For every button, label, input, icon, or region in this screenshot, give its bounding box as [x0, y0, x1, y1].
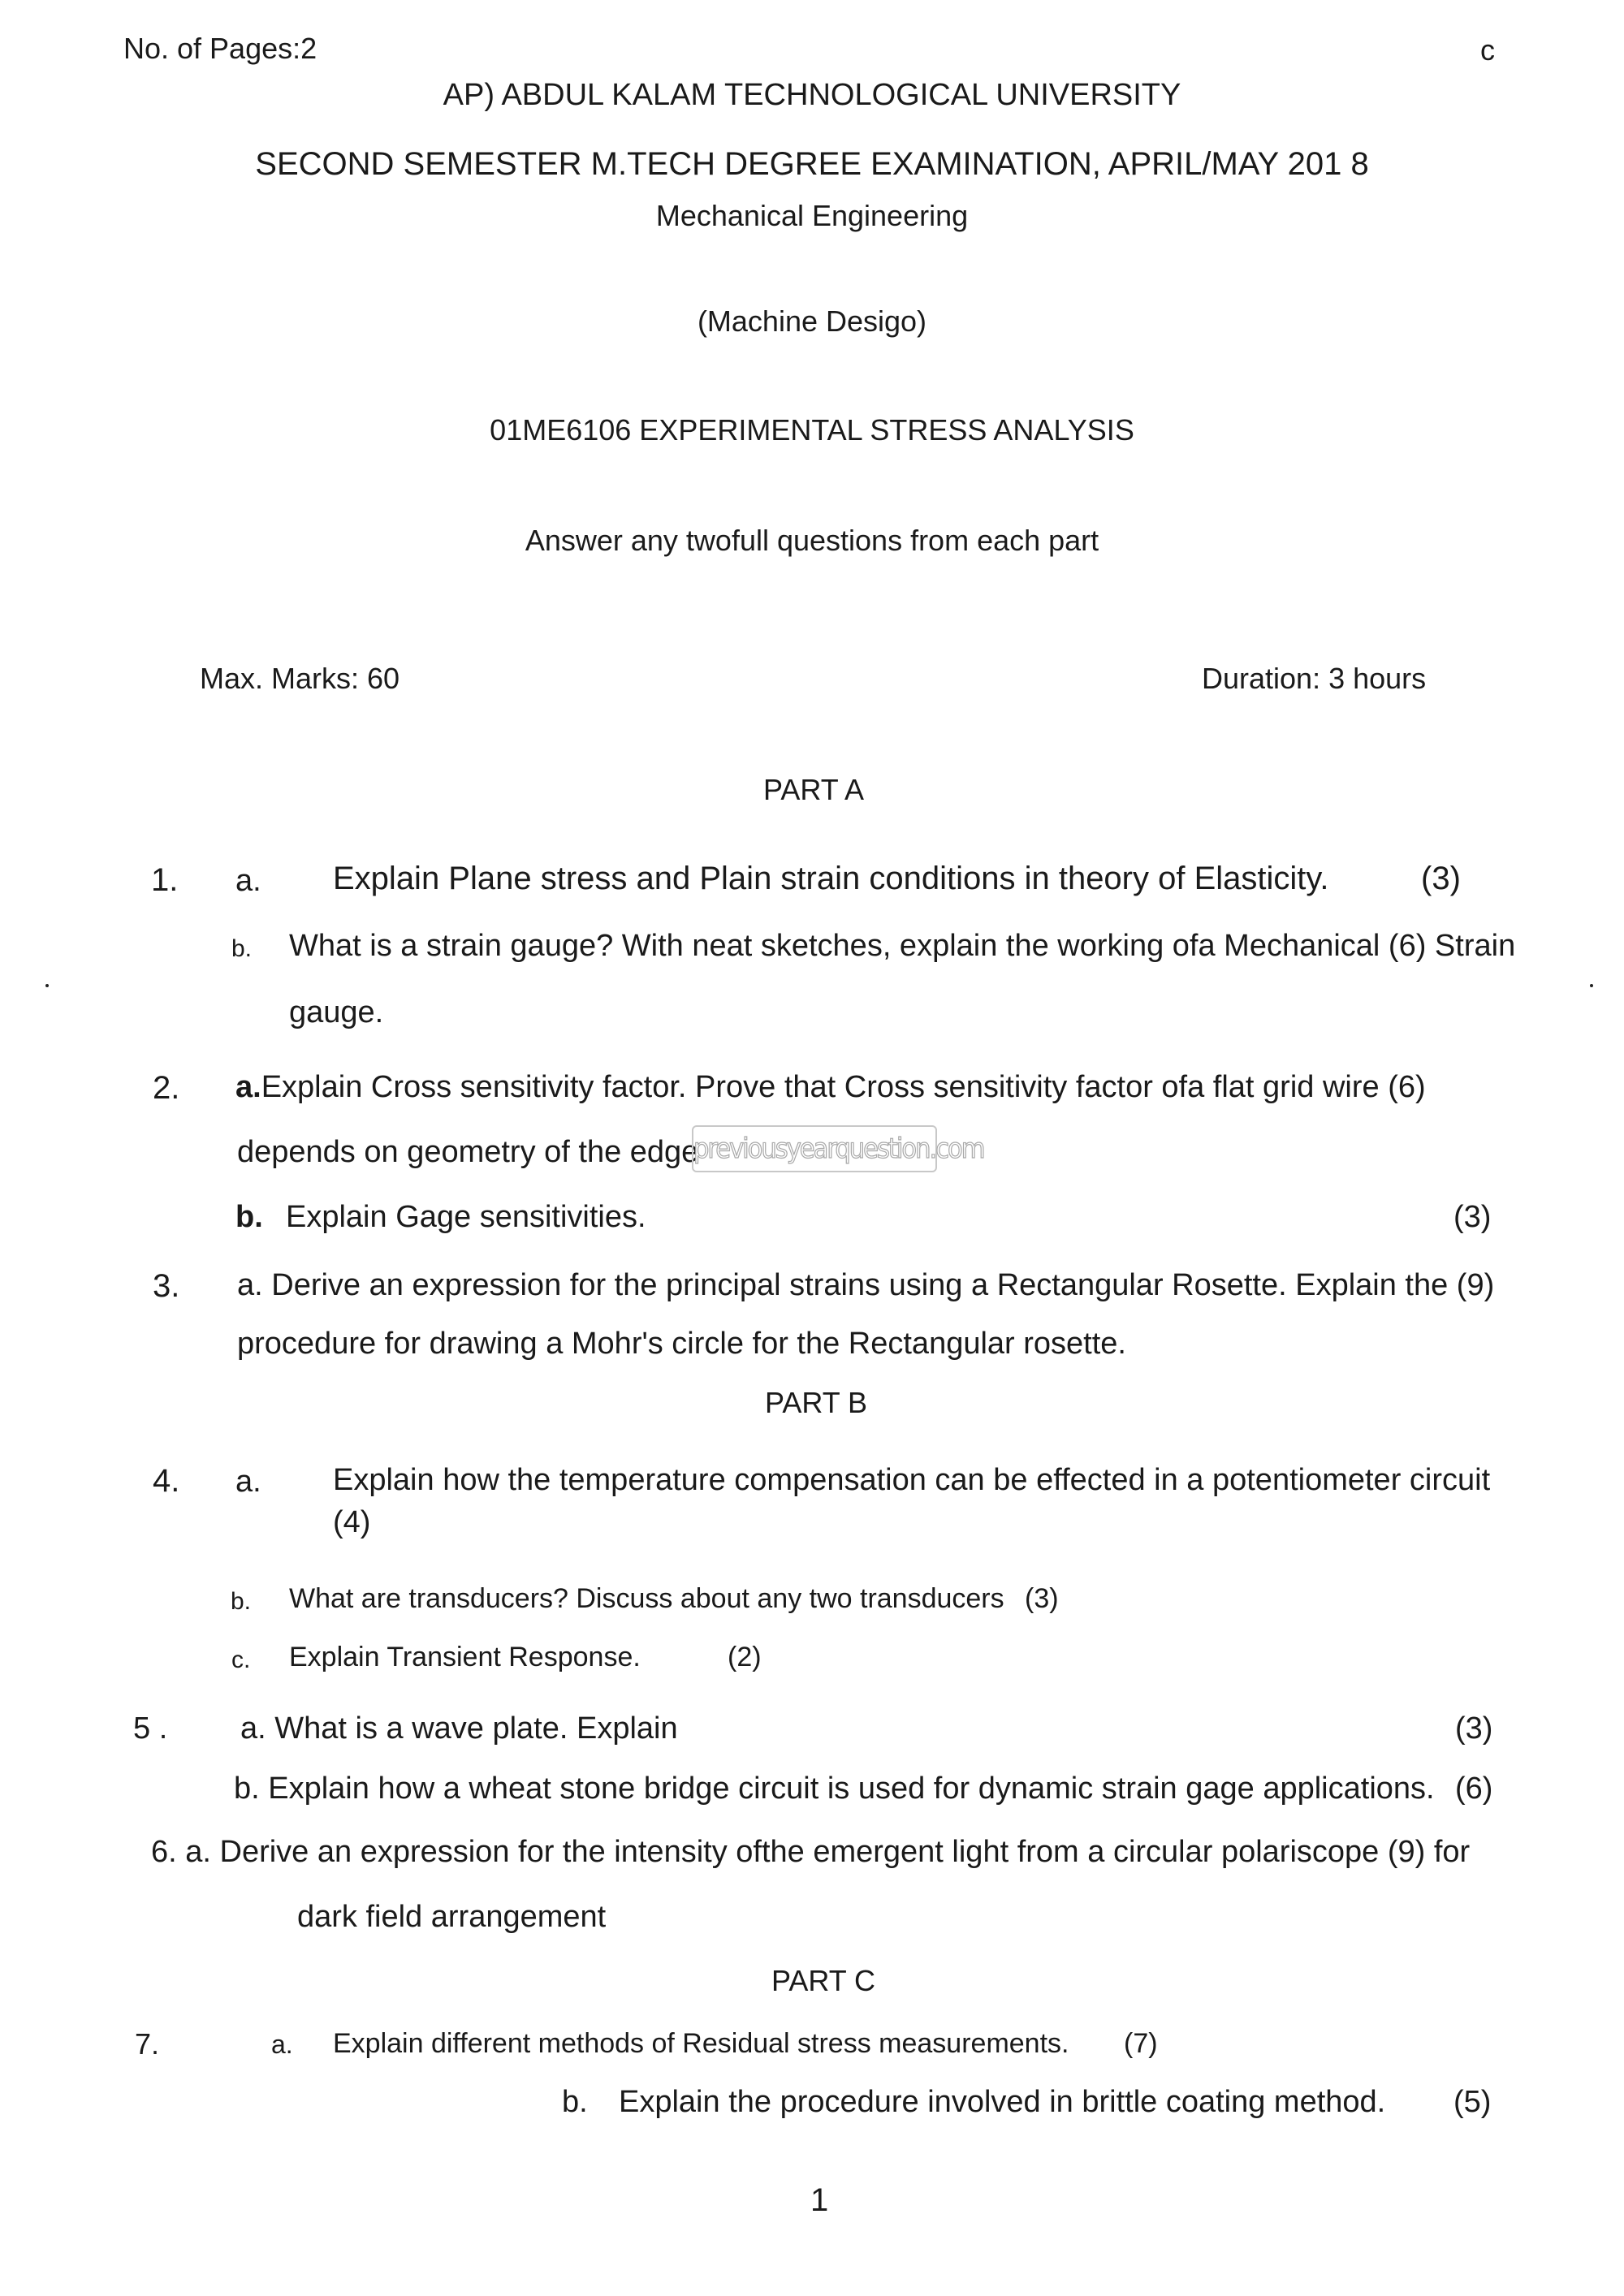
- question-2b-text: Explain Gage sensitivities.: [286, 1200, 646, 1234]
- question-3a-text: a. Derive an expression for the principal strains using a Rectangular Rosette. Explain the (9): [237, 1268, 1495, 1302]
- question-number: 2.: [153, 1070, 180, 1106]
- stream-name: (Machine Desigo): [697, 304, 927, 338]
- part-a-heading: PART A: [763, 773, 865, 806]
- question-7a-text: Explain different methods of Residual stress measurements.: [333, 2028, 1069, 2059]
- question-number: 3.: [153, 1268, 180, 1304]
- question-6-text-cont: dark field arrangement: [297, 1900, 607, 1934]
- question-1b-text: What is a strain gauge? With neat sketches, explain the working ofa Mechanical (6) Strain: [289, 929, 1516, 963]
- university-name: AP) ABDUL KALAM TECHNOLOGICAL UNIVERSITY: [443, 78, 1181, 112]
- question-5b-text: b. Explain how a wheat stone bridge circuit is used for dynamic strain gage applications.: [234, 1772, 1435, 1806]
- sub-question-label: b.: [231, 935, 253, 962]
- sub-question-label: a.: [235, 1465, 261, 1499]
- sub-question-label: b.: [562, 2085, 588, 2119]
- question-4c-text: Explain Transient Response.: [289, 1642, 641, 1672]
- question-4c-marks: (2): [728, 1642, 762, 1672]
- question-4b-marks: (3): [1025, 1583, 1059, 1614]
- question-2a-text-cont: depends on geometry of the edge: [237, 1135, 699, 1169]
- question-number: 4.: [153, 1463, 180, 1499]
- question-2b-marks: (3): [1453, 1200, 1492, 1234]
- question-7b-text: Explain the procedure involved in brittle coating method.: [619, 2085, 1386, 2119]
- question-5a-text: a. What is a wave plate. Explain: [240, 1711, 678, 1746]
- part-c-heading: PART C: [771, 1964, 876, 1997]
- question-4a-text: Explain how the temperature compensation can be effected in a potentiometer circuit: [333, 1463, 1491, 1497]
- question-1b-text-cont: gauge.: [289, 995, 384, 1029]
- question-4b-text: What are transducers? Discuss about any two transducers: [289, 1583, 1004, 1614]
- question-5b-marks: (6): [1455, 1772, 1493, 1806]
- course-title: 01ME6106 EXPERIMENTAL STRESS ANALYSIS: [490, 413, 1134, 447]
- question-7a-marks: (7): [1124, 2028, 1158, 2059]
- question-2a-text: a.Explain Cross sensitivity factor. Prove that Cross sensitivity factor ofa flat grid wire (6): [235, 1070, 1426, 1104]
- question-5a-marks: (3): [1455, 1711, 1493, 1746]
- corner-code: c: [1480, 33, 1495, 67]
- sub-question-label: c.: [231, 1646, 251, 1673]
- sub-question-label: a.: [271, 2030, 293, 2059]
- duration: Duration: 3 hours: [1202, 662, 1427, 695]
- sub-question-label: b.: [231, 1588, 252, 1615]
- page-count: No. of Pages:2: [123, 32, 317, 65]
- instructions: Answer any twofull questions from each part: [525, 524, 1099, 557]
- question-1a-text: Explain Plane stress and Plain strain conditions in theory of Elasticity.: [333, 861, 1329, 896]
- question-number: 5 .: [133, 1711, 168, 1746]
- max-marks: Max. Marks: 60: [200, 662, 400, 695]
- stray-mark: [45, 984, 49, 987]
- part-b-heading: PART B: [765, 1386, 868, 1419]
- exam-title: SECOND SEMESTER M.TECH DEGREE EXAMINATION, APRIL/MAY 201 8: [255, 146, 1369, 182]
- question-number: 7.: [135, 2027, 160, 2061]
- stray-mark: [1590, 984, 1593, 987]
- branch-name: Mechanical Engineering: [655, 199, 969, 232]
- question-4a-marks: (4): [333, 1505, 371, 1539]
- page-number: 1: [810, 2182, 829, 2218]
- question-6-text: 6. a. Derive an expression for the intensity ofthe emergent light from a circular polariscope (9) for: [151, 1835, 1471, 1869]
- question-7b-marks: (5): [1453, 2085, 1492, 2119]
- question-number: 1.: [151, 862, 179, 898]
- question-1a-marks: (3): [1421, 861, 1461, 896]
- watermark-stamp: previousyearquestion.com: [692, 1125, 937, 1172]
- sub-question-label: a.: [235, 864, 261, 898]
- sub-question-label: b.: [235, 1200, 263, 1234]
- question-3a-text-cont: procedure for drawing a Mohr's circle for the Rectangular rosette.: [237, 1327, 1126, 1361]
